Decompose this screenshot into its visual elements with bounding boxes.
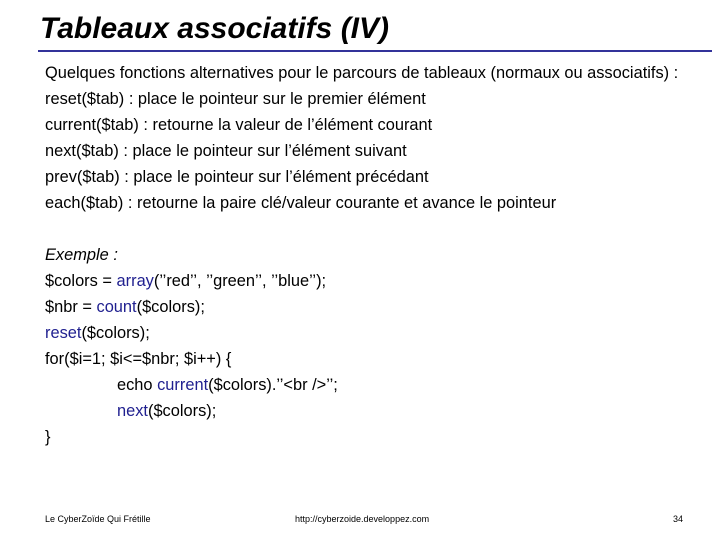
code-line-7: } — [45, 428, 51, 446]
function-name: current($tab) — [45, 116, 139, 134]
intro-text: Quelques fonctions alternatives pour le parcours de tableaux (normaux ou associatifs) : — [45, 64, 679, 82]
function-description: : place le pointeur sur l’élément suivant — [118, 142, 407, 160]
title-underline — [38, 50, 712, 52]
spacer — [45, 216, 705, 242]
function-description: : place le pointeur sur l’élément précédant — [119, 168, 429, 186]
function-name: each($tab) — [45, 194, 124, 212]
code-text: $colors = — [45, 272, 117, 290]
code-line-6 — [45, 398, 705, 424]
example-label: Exemple : — [45, 246, 118, 264]
function-item-next — [45, 138, 705, 164]
function-item-prev — [45, 164, 705, 190]
function-item-each — [45, 190, 705, 216]
footer-url: http://cyberzoide.developpez.com — [295, 514, 430, 524]
code-keyword: current — [157, 376, 209, 394]
slide-title: Tableaux associatifs (IV) — [40, 12, 390, 45]
code-line-2 — [45, 294, 705, 320]
function-description: : retourne la paire clé/valeur courante et avance le pointeur — [123, 194, 557, 212]
code-text: echo — [117, 376, 158, 394]
code-line-1 — [45, 268, 705, 294]
function-name: next($tab) — [45, 142, 119, 160]
code-keyword: array — [116, 272, 154, 290]
function-item-reset — [45, 86, 705, 112]
function-description: : retourne la valeur de l’élément courant — [138, 116, 433, 134]
function-description: : place le pointeur sur le premier élément — [124, 90, 426, 108]
code-text: ($colors); — [136, 298, 205, 316]
code-keyword: next — [117, 402, 148, 420]
slide-body — [45, 60, 705, 450]
code-text: ($colors); — [81, 324, 150, 342]
function-item-current — [45, 112, 705, 138]
code-line-4: for($i=1; $i<=$nbr; $i++) { — [45, 350, 232, 368]
code-text: ($colors); — [147, 402, 217, 420]
code-keyword: reset — [45, 324, 82, 342]
page-number: 34 — [673, 514, 684, 524]
code-text: $nbr = — [45, 298, 97, 316]
code-text: ($colors).’’<br />’’; — [208, 376, 338, 394]
function-name: prev($tab) — [45, 168, 120, 186]
code-text: (’’red’’, ’’green’’, ’’blue’’); — [153, 272, 327, 290]
footer-author: Le CyberZoïde Qui Frétille — [45, 514, 151, 524]
code-line-3 — [45, 320, 705, 346]
function-name: reset($tab) — [45, 90, 125, 108]
code-line-5 — [45, 372, 705, 398]
code-keyword: count — [96, 298, 137, 316]
